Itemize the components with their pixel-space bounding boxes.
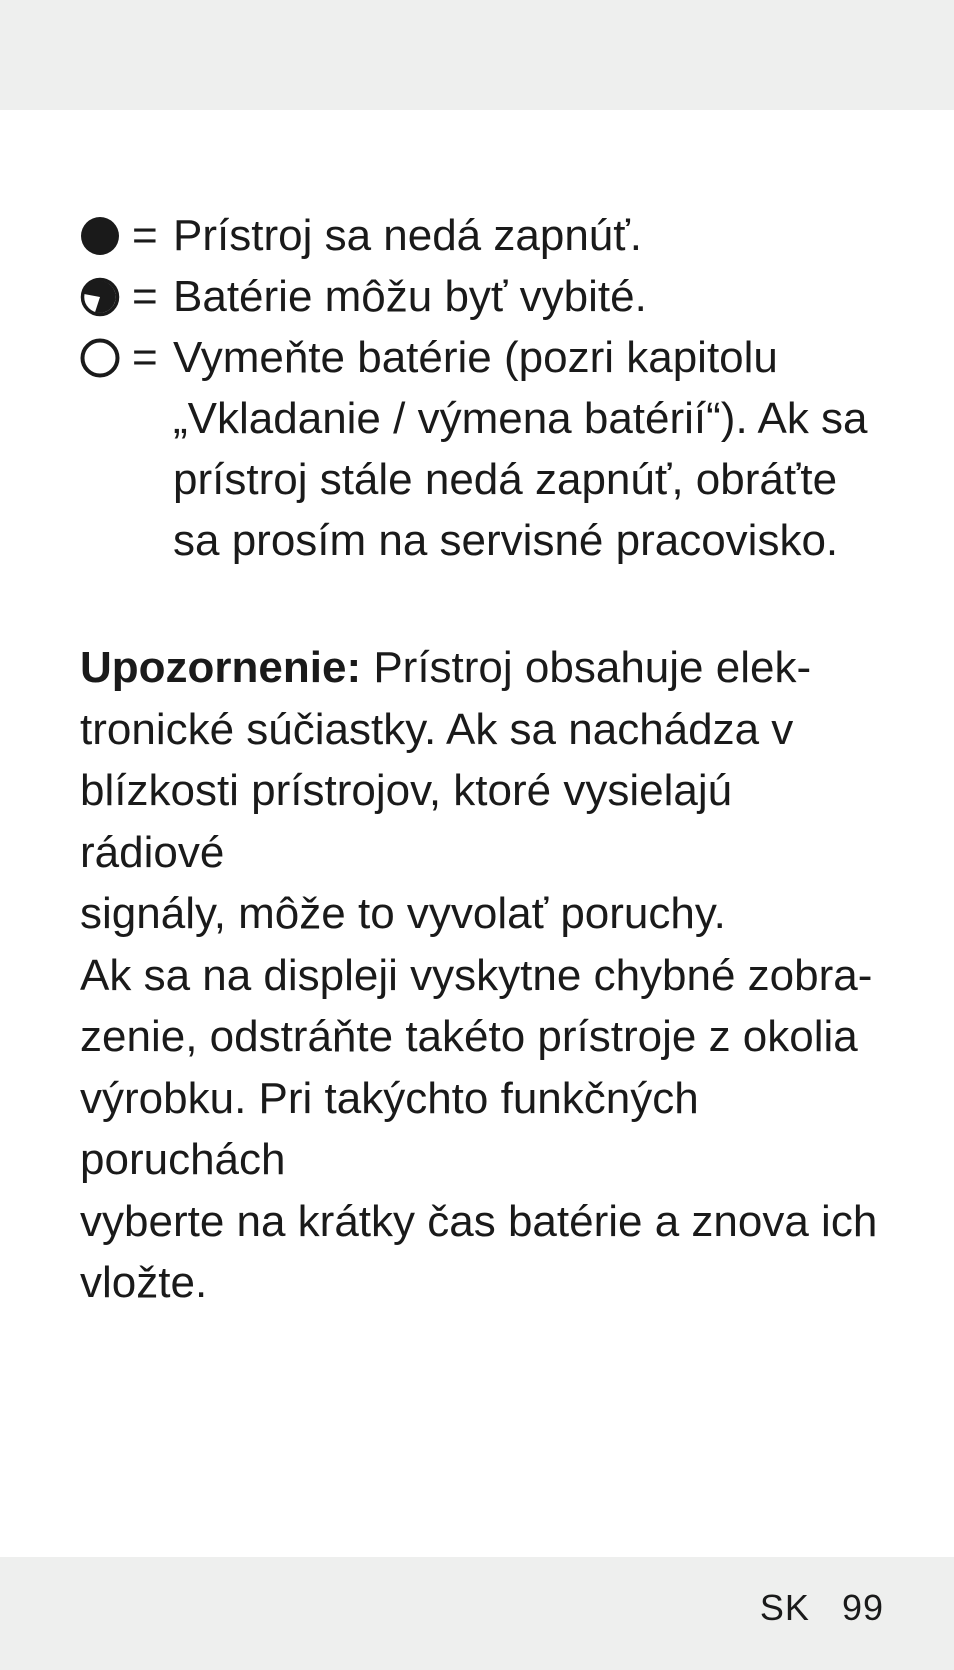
- notice-line: vyberte na krátky čas batérie a znova ich: [80, 1196, 878, 1246]
- battery-full-indicator-icon: [80, 216, 120, 256]
- legend-equals: =: [132, 272, 158, 321]
- page-footer: [760, 1588, 884, 1628]
- notice-line: signály, môže to vyvolať poruchy.: [80, 889, 726, 938]
- notice-line: zenie, odstráňte takéto prístroje z okolia: [80, 1012, 858, 1061]
- notice-paragraph-1: [80, 637, 880, 945]
- notice-line: vložte.: [80, 1258, 208, 1307]
- notice-line: tronické súčiastky. Ak sa nachádza v: [80, 704, 794, 754]
- legend-equals: =: [132, 333, 158, 382]
- legend-text-line: sa prosím na servisné pracovisko.: [173, 516, 839, 565]
- page-header-band: [0, 0, 954, 110]
- legend-equals: =: [132, 211, 158, 260]
- battery-empty-indicator-icon: [80, 338, 120, 378]
- language-code: SK: [759, 1587, 810, 1628]
- notice-line: výrobku. Pri takýchto funkčných poruchách: [80, 1073, 699, 1184]
- legend-text: Prístroj sa nedá zapnúť.: [173, 211, 642, 260]
- battery-low-indicator-icon: [80, 277, 120, 317]
- legend-text-line: „Vkladanie / výmena batérií“). Ak sa: [173, 394, 868, 443]
- legend-text-line: Vymeňte batérie (pozri kapitolu: [173, 333, 778, 382]
- page-number: 99: [841, 1587, 884, 1628]
- notice-line: Prístroj obsahuje elek-: [361, 643, 812, 692]
- notice-label: Upozornenie:: [80, 643, 362, 692]
- notice-line: Ak sa na displeji vyskytne chybné zobra-: [80, 950, 873, 1000]
- legend-text: Batérie môžu byť vybité.: [173, 272, 647, 321]
- legend-text-line: prístroj stále nedá zapnúť, obráťte: [173, 455, 838, 504]
- notice-section: [80, 637, 880, 1314]
- legend-item-batteries-low: [80, 266, 880, 327]
- notice-line: blízkosti prístrojov, ktoré vysielajú rádiové: [80, 766, 733, 877]
- legend-item-replace-batteries: [80, 327, 880, 571]
- battery-indicator-legend: [80, 205, 880, 571]
- legend-item-device-wont-turn-on: [80, 205, 880, 266]
- notice-paragraph-2: [80, 945, 880, 1314]
